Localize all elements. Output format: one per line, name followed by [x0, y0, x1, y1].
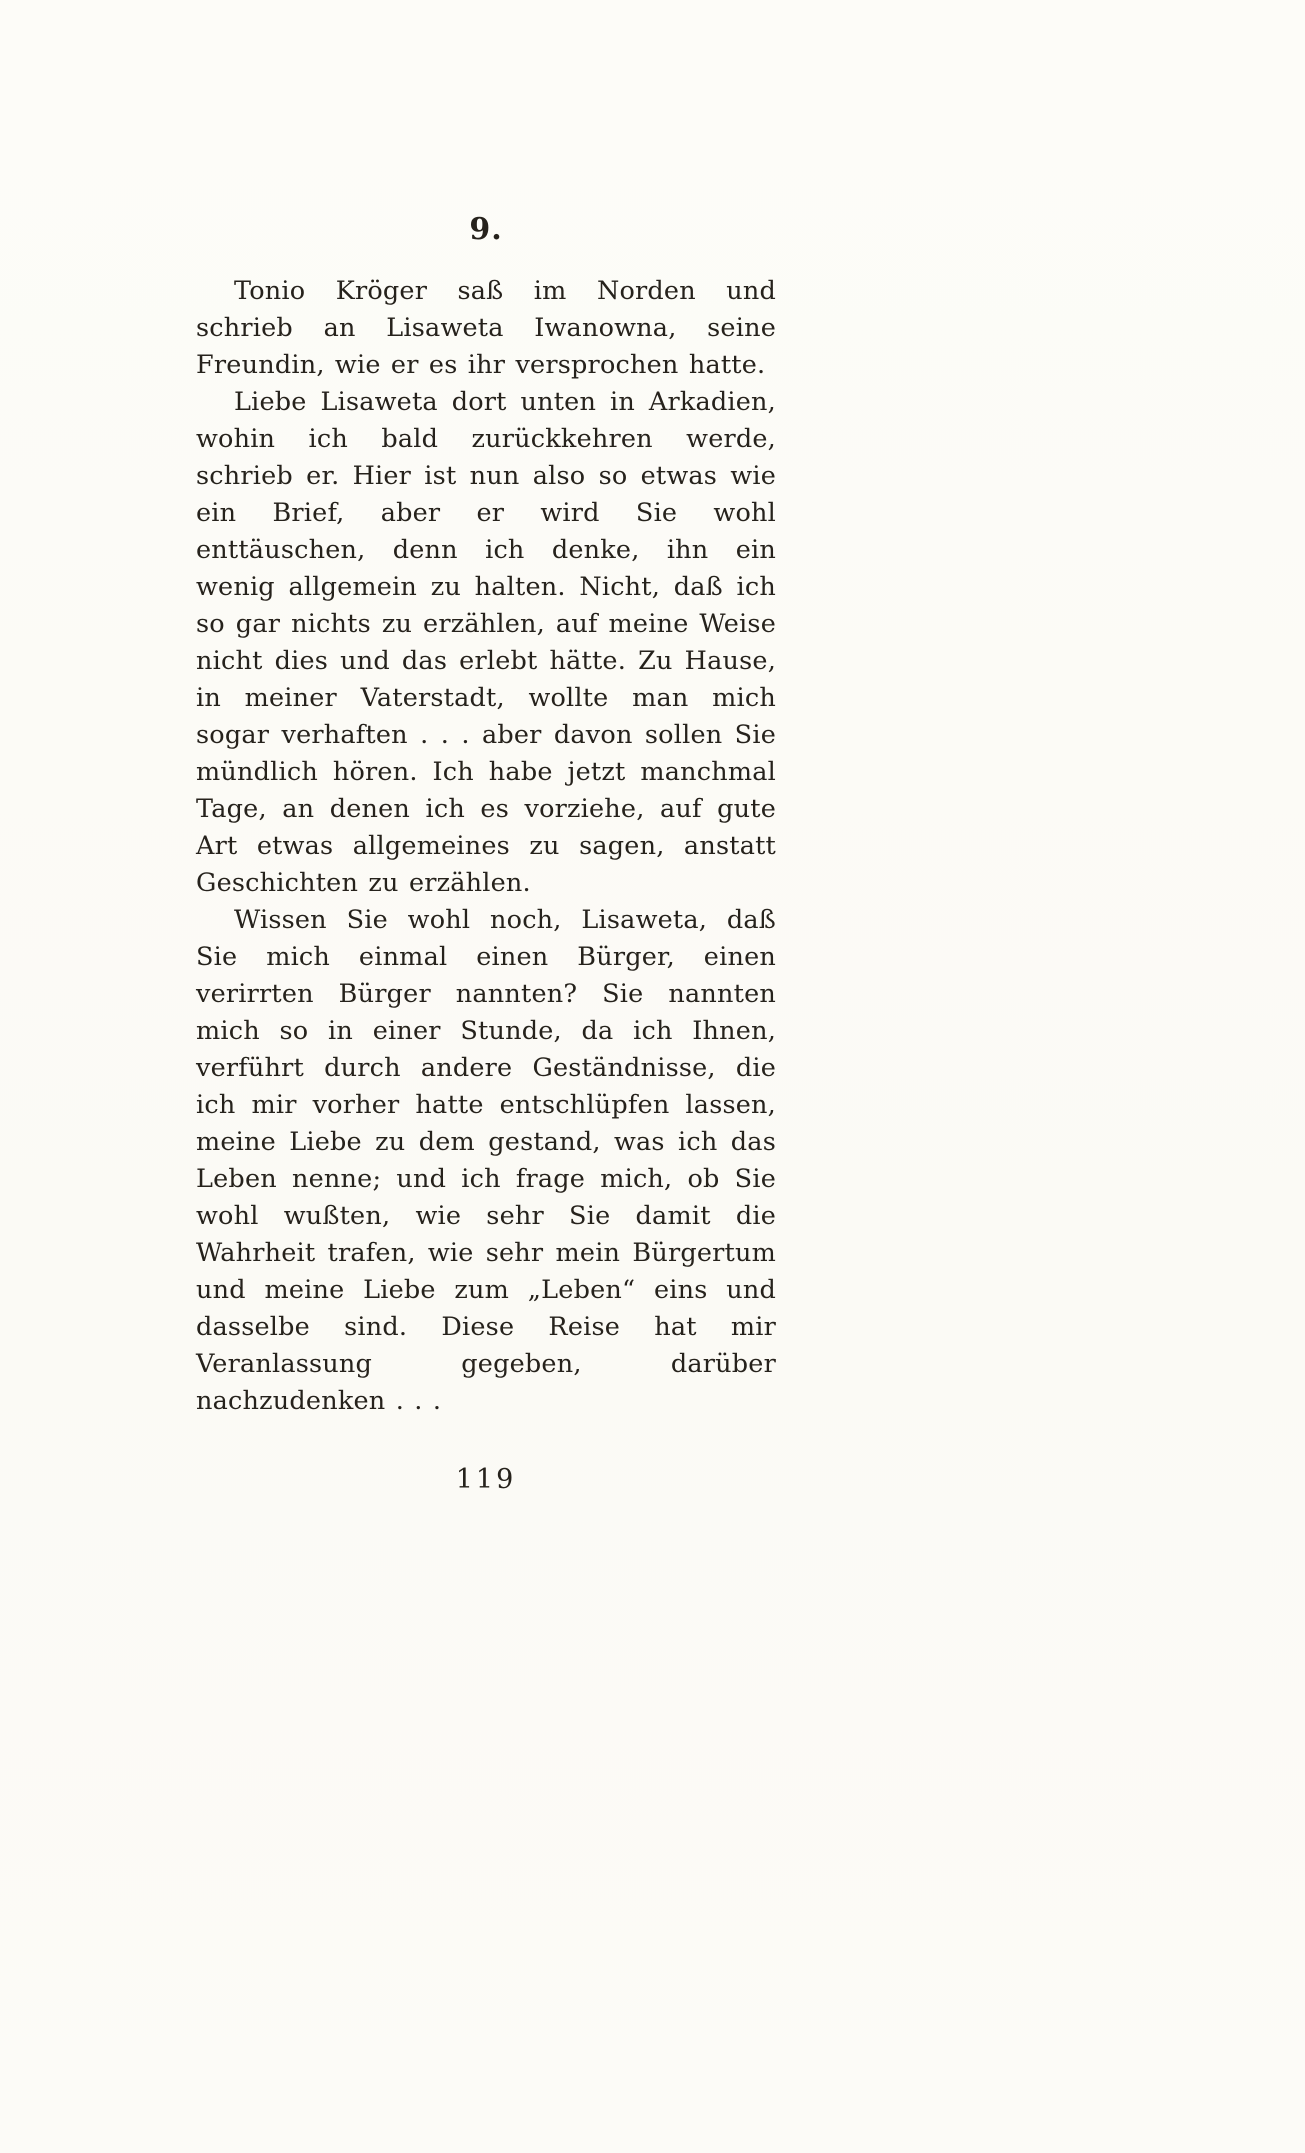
chapter-number: 9. — [469, 212, 503, 247]
paragraph-2: Liebe Lisaweta dort unten in Arkadien, wohin ich bald zurückkehren werde, schrieb er. Hier ist nun also so etwas wie ein Brief, aber er wird Sie wohl enttäuschen, denn ich denke, ihn ein wenig allgemein zu halten. Nicht, daß ich so gar nichts zu erzählen, auf meine Weise nicht dies und das erlebt hätte. Zu Hause, in meiner Vaterstadt, wollte man mich sogar verhaften . . . aber davon sollen Sie mündlich hören. Ich habe jetzt manchmal Tage, an denen ich es vorziehe, auf gute Art etwas allgemeines zu sagen, anstatt Geschichten zu erzählen. — [196, 387, 776, 898]
paragraph-3: Wissen Sie wohl noch, Lisaweta, daß Sie mich einmal einen Bürger, einen verirrten Bürger nannten? Sie nannten mich so in einer Stunde, da ich Ihnen, verführt durch andere Geständnisse, die ich mir vorher hatte entschlüpfen lassen, meine Liebe zu dem gestand, was ich das Leben nenne; und ich frage mich, ob Sie wohl wußten, wie sehr Sie damit die Wahrheit trafen, wie sehr mein Bürgertum und meine Liebe zum „Leben“ eins und dasselbe sind. Diese Reise hat mir Veranlassung gegeben, darüber nachzudenken . . . — [196, 905, 776, 1416]
page-number: 119 — [455, 1464, 517, 1495]
paragraph-1: Tonio Kröger saß im Norden und schrieb an Lisaweta Iwanowna, seine Freundin, wie er es ihr versprochen hatte. — [196, 276, 776, 380]
text-block — [196, 212, 776, 1495]
